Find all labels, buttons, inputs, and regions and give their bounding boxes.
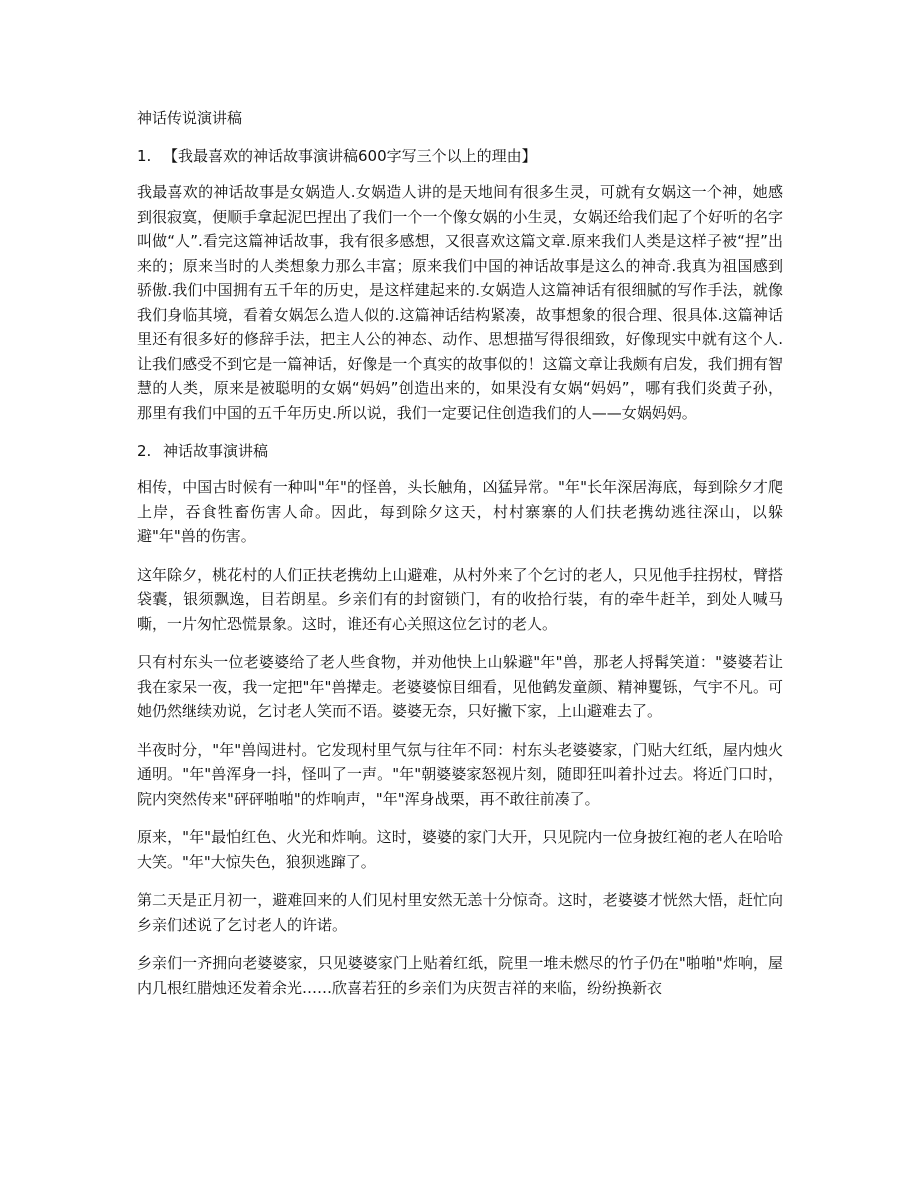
document-page: [137, 106, 783, 1014]
section-2-heading: [137, 439, 783, 463]
section-1-title: 【我最喜欢的神话故事演讲稿600字写三个以上的理由】: [163, 147, 537, 165]
section-2-paragraph-2: 这年除夕，桃花村的人们正扶老携幼上山避难，从村外来了个乞讨的老人，只见他手拄拐杖，臂搭袋囊，银须飘逸，目若朗星。乡亲们有的封窗锁门，有的收拾行装，有的牵牛赶羊，到处人喊马嘶，一片匆忙恐慌景象。这时，谁还有心关照这位乞讨的老人。: [137, 565, 783, 633]
section-2-paragraph-4: 半夜时分，"年"兽闯进村。它发现村里气氛与往年不同：村东头老婆婆家，门贴大红纸，屋内烛火通明。"年"兽浑身一抖，怪叫了一声。"年"朝婆婆家怒视片刻，随即狂叫着扑过去。将近门口时，院内突然传来"砰砰啪啪"的炸响声，"年"浑身战栗，再不敢往前凑了。: [137, 740, 783, 808]
section-2-paragraph-6: 第二天是正月初一，避难回来的人们见村里安然无恙十分惊奇。这时，老婆婆才恍然大悟，赶忙向乡亲们述说了乞讨老人的许诺。: [137, 891, 783, 934]
section-2-paragraph-5: 原来，"年"最怕红色、火光和炸响。这时，婆婆的家门大开，只见院内一位身披红袍的老人在哈哈大笑。"年"大惊失色，狼狈逃蹿了。: [137, 828, 783, 871]
section-2-paragraph-3: 只有村东头一位老婆婆给了老人些食物，并劝他快上山躲避"年"兽，那老人捋髯笑道："婆婆若让我在家呆一夜，我一定把"年"兽撵走。老婆婆惊目细看，见他鹤发童颜、精神矍铄，气宇不凡。可她仍然继续劝说，乞讨老人笑而不语。婆婆无奈，只好撇下家，上山避难去了。: [137, 653, 783, 720]
section-1-heading: [137, 144, 783, 168]
section-2-paragraph-7: 乡亲们一齐拥向老婆婆家，只见婆婆家门上贴着红纸，院里一堆未燃尽的竹子仍在"啪啪"炸响，屋内几根红腊烛还发着余光……欣喜若狂的乡亲们为庆贺吉祥的来临，纷纷换新衣: [137, 954, 783, 997]
section-1-number: 1.: [137, 147, 152, 165]
section-2-paragraph-1: 相传，中国古时候有一种叫"年"的怪兽，头长触角，凶猛异常。"年"长年深居海底，每到除夕才爬上岸，吞食牲畜伤害人命。因此，每到除夕这天，村村寨寨的人们扶老携幼逃往深山，以躲避"年"兽的伤害。: [137, 478, 783, 545]
section-2-title: 神话故事演讲稿: [163, 442, 269, 460]
section-1-paragraph-1: 我最喜欢的神话故事是女娲造人.女娲造人讲的是天地间有很多生灵，可就有女娲这一个神，她感到很寂寞，便顺手拿起泥巴捏出了我们一个一个像女娲的小生灵，女娲还给我们起了个好听的名字叫做“人”.看完这篇神话故事，我有很多感想，又很喜欢这篇文章.原来我们人类是这样子被“捏”出来的；原来当时的人类想象力那么丰富；原来我们中国的神话故事是这么的神奇.我真为祖国感到骄傲.我们中国拥有五千年的历史，是这样建起来的.女娲造人这篇神话有很细腻的写作手法，就像我们身临其境，看着女娲怎么造人似的.这篇神话结构紧凑，故事想象的很合理、很具体.这篇神话里还有很多好的修辞手法，把主人公的神态、动作、思想描写得很细致，好像现实中就有这个人.让我们感受不到它是一篇神话，好像是一个真实的故事似的！这篇文章让我颇有启发，我们拥有智慧的人类，原来是被聪明的女娲“妈妈”创造出来的，如果没有女娲“妈妈”，哪有我们炎黄子孙，那里有我们中国的五千年历史.所以说，我们一定要记住创造我们的人——女娲妈妈。: [137, 183, 783, 422]
section-2-number: 2.: [137, 442, 152, 460]
document-title: 神话传说演讲稿: [137, 109, 243, 127]
